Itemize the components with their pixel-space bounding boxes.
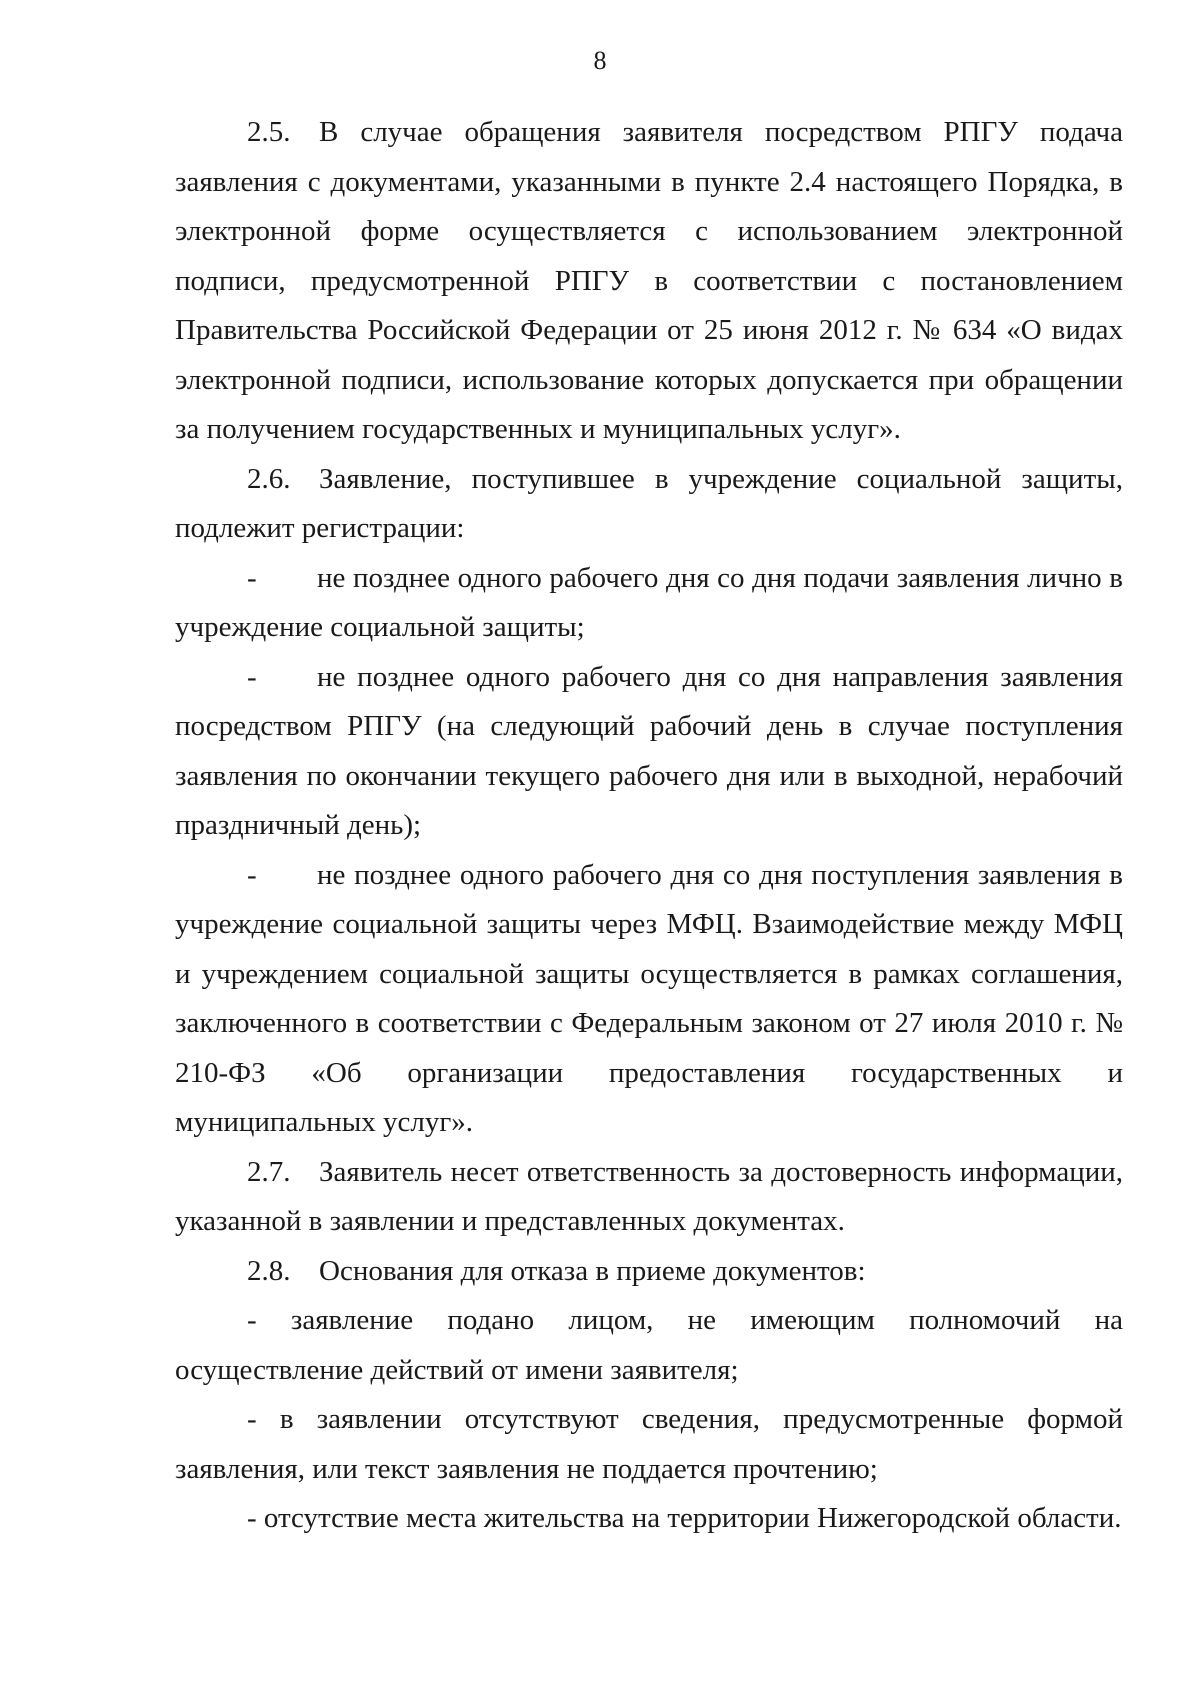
paragraph-text: Заявитель несет ответственность за достоверность информации, указанной в заявлении и представленных документах.: [175, 1155, 1123, 1237]
refusal-reason-missing-info: - в заявлении отсутствуют сведения, предусмотренные формой заявления, или текст заявления не поддается прочтению;: [175, 1403, 1123, 1485]
paragraph-text: В случае обращения заявителя посредством РПГУ подача заявления с документами, указанными в пункте 2.4 настоящего Порядка, в электронной форме осуществляется с использованием электронной подписи, предусмотренной РПГУ в соответствии с постановлением Правительства Российской Федерации от 25 июня 2012 г. № 634 «О видах электронной подписи, использование которых допускается при обращении за получением государственных и муниципальных услуг».: [175, 116, 1123, 445]
paragraph-number: 2.7.: [247, 1155, 291, 1188]
list-dash: -: [247, 561, 257, 594]
list-item-text: не позднее одного рабочего дня со дня поступления заявления в учреждение социальной защиты через МФЦ. Взаимодействие между МФЦ и учреждением социальной защиты осуществляется в рамках соглашения, заключенного в соответствии с Федеральным законом от 27 июля 2010 г. № 210-ФЗ «Об организации предоставления государственных и муниципальных услуг».: [175, 858, 1123, 1138]
paragraph-2-6: [175, 455, 1123, 554]
list-dash: -: [247, 858, 257, 891]
list-item-registration-mfc: [175, 851, 1123, 1148]
paragraph-2-8: [175, 1247, 1123, 1297]
paragraph-number: 2.8.: [247, 1254, 291, 1287]
refusal-reason-no-authority: - заявление подано лицом, не имеющим полномочий на осуществление действий от имени заявителя;: [175, 1304, 1123, 1386]
paragraph-2-7: [175, 1148, 1123, 1247]
page-number: 8: [593, 46, 607, 75]
list-item-registration-in-person: [175, 554, 1123, 653]
document-body: [175, 108, 1123, 1544]
list-item-text: не позднее одного рабочего дня со дня подачи заявления лично в учреждение социальной защиты;: [175, 561, 1123, 643]
paragraph-text: Заявление, поступившее в учреждение социальной защиты, подлежит регистрации:: [175, 462, 1123, 544]
paragraph-number: 2.5.: [247, 116, 291, 148]
list-item-registration-rpgu: [175, 653, 1123, 851]
paragraph-number: 2.6.: [247, 462, 291, 495]
list-dash: -: [247, 660, 257, 693]
paragraph-2-5: [175, 108, 1123, 455]
refusal-reason-no-residence: - отсутствие места жительства на территории Нижегородской области.: [247, 1502, 1122, 1534]
paragraph-text: Основания для отказа в приеме документов:: [319, 1254, 866, 1287]
list-item-text: не позднее одного рабочего дня со дня направления заявления посредством РПГУ (на следующий рабочий день в случае поступления заявления по окончании текущего рабочего дня или в выходной, нерабочий праздничный день);: [175, 660, 1123, 841]
